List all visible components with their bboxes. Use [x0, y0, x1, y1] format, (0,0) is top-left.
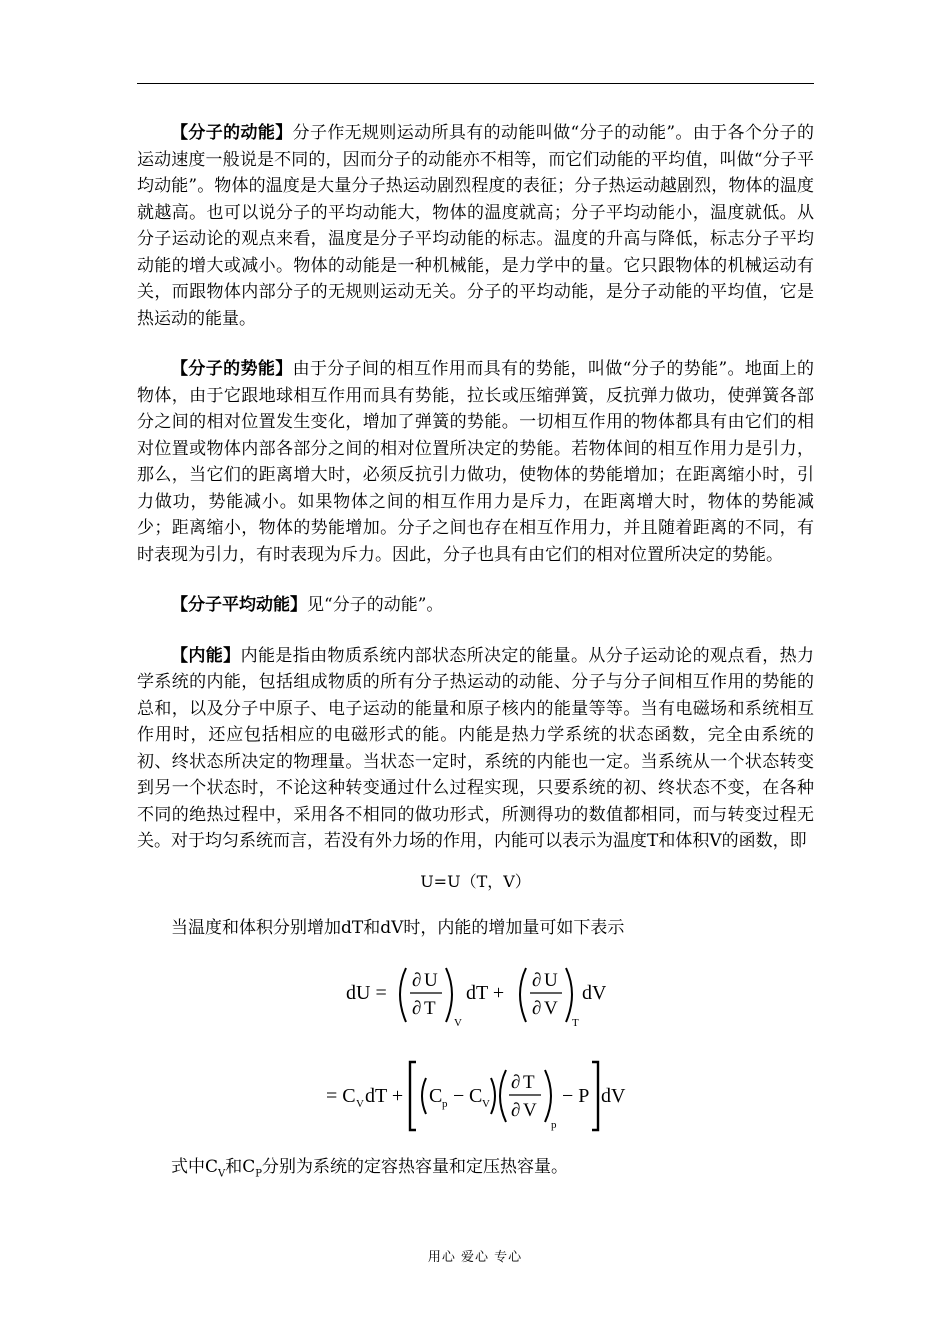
var-t: T: [522, 1071, 535, 1093]
page-footer: 用心 爱心 专心: [427, 1250, 523, 1265]
term-heading: 【分子平均动能】: [171, 595, 307, 615]
right-bracket: [592, 1062, 598, 1130]
equation-du: [137, 956, 814, 1036]
dv-term: dV: [600, 1084, 625, 1107]
paragraph-text: 内能是指由物质系统内部状态所决定的能量。从分子运动论的观点看，热力学系统的内能，包括组成物质的所有分子热运动的动能、分子与分子间相互作用的势能的总和，以及分子中原子、电子运动的能量和原子核内的能量等等。当有电磁场和系统相互作用时，还应包括相应的电磁形式的能。内能是热力学系统的状态函数，完全由系统的初、终状态所决定的物理量。当状态一定时，系统的内能也一定。当系统从一个状态转变到另一个状态时，不论这种转变通过什么过程实现，只要系统的初、终状态不变，在各种不同的绝热过程中，采用各不相同的做功形式，所测得功的数值都相同，而与转变过程无关。对于均匀系统而言，若没有外力场的作用，内能可以表示为温度T和体积V的函数，即: [137, 645, 815, 851]
equation-u-function: U=U（T，V）: [420, 871, 531, 891]
right-paren: [491, 1078, 495, 1114]
left-paren: [520, 968, 526, 1022]
text-and: 和: [225, 1156, 243, 1177]
symbol-cp: C: [242, 1156, 256, 1177]
partial-symbol: ∂: [531, 969, 541, 991]
minus-sign: −: [452, 1084, 464, 1107]
term-heading: 【分子的动能】: [171, 123, 293, 143]
left-paren: [400, 968, 406, 1022]
term-heading: 【分子的势能】: [171, 359, 293, 379]
eq-lhs: dU =: [345, 981, 387, 1004]
right-paren: [545, 1070, 551, 1122]
left-paren: [422, 1078, 426, 1114]
symbol-cv: C: [205, 1156, 219, 1177]
paragraph-text: 分子作无规则运动所具有的动能叫做“分子的动能”。由于各个分子的运动速度一般说是不同的，因而分子的动能亦不相等，而它们动能的平均值，叫做“分子平均动能”。物体的温度是大量分子热运动剧烈程度的表征；分子热运动越剧烈，物体的温度就越高。也可以说分子的平均动能大，物体的温度就高；分子平均动能小，温度就低。从分子运动论的观点来看，温度是分子平均动能的标志。温度的升高与降低，标志分子平均动能的增大或减小。物体的动能是一种机械能，是力学中的量。它只跟物体的机械运动有关，而跟物体内部分子的无规则运动无关。分子的平均动能，是分子动能的平均值，它是热运动的能量。: [137, 123, 814, 329]
paragraph-heat-capacity: [137, 1154, 814, 1188]
var-cv: C: [468, 1084, 482, 1107]
right-paren: [566, 968, 572, 1022]
subscript-p: p: [441, 1097, 447, 1110]
minus-p-term: − P: [561, 1084, 589, 1107]
left-paren: [500, 1070, 506, 1122]
subscript-v: V: [453, 1016, 462, 1029]
partial-symbol: ∂: [531, 997, 541, 1019]
text-prefix: 式中: [171, 1156, 205, 1177]
equation-du-expanded: [137, 1056, 814, 1136]
var-cp: C: [428, 1084, 442, 1107]
term-heading: 【内能】: [171, 645, 241, 666]
var-u: U: [543, 969, 558, 991]
header-rule: [137, 83, 814, 84]
page-content: [137, 120, 814, 1211]
subscript-t: T: [571, 1016, 579, 1029]
text-suffix: 分别为系统的定容热容量和定压热容量。: [262, 1156, 568, 1177]
subscript-v: V: [355, 1097, 364, 1110]
subscript-p: P: [255, 1167, 262, 1179]
paragraph-kinetic-energy: [137, 120, 814, 332]
dv-term: dV: [581, 981, 606, 1004]
dt-term: dT +: [364, 1084, 403, 1107]
var-v: V: [543, 997, 558, 1019]
partial-symbol: ∂: [510, 1071, 520, 1093]
left-bracket: [410, 1062, 416, 1130]
equation-du-expanded-svg: [326, 1056, 626, 1136]
subscript-v: V: [218, 1167, 226, 1179]
paragraph-potential-energy: [137, 356, 814, 568]
paragraph-text: 见“分子的动能”。: [307, 595, 444, 615]
var-t: T: [423, 997, 436, 1019]
paragraph-internal-energy: [137, 643, 814, 855]
var-v: V: [522, 1099, 537, 1121]
right-paren: [446, 968, 452, 1022]
equation-du-svg: [346, 956, 606, 1036]
subscript-v: V: [481, 1097, 490, 1110]
partial-symbol: ∂: [510, 1099, 520, 1121]
dt-term: dT +: [465, 981, 504, 1004]
var-u: U: [423, 969, 438, 991]
eq-rhs-cv: = C: [325, 1084, 356, 1107]
paragraph-text: 由于分子间的相互作用而具有的势能，叫做“分子的势能”。地面上的物体，由于它跟地球相互作用而具有势能，拉长或压缩弹簧，反抗弹力做功，使弹簧各部分之间的相对位置发生变化，增加了弹簧的势能。一切相互作用的物体都具有由它们的相对位置或物体内部各部分之间的相对位置所决定的势能。若物体间的相互作用力是引力，那么，当它们的距离增大时，必须反抗引力做功，使物体的势能增加；在距离缩小时，引力做功，势能减小。如果物体之间的相互作用力是斥力，在距离增大时，物体的势能减少；距离缩小，物体的势能增加。分子之间也存在相互作用力，并且随着距离的不同，有时表现为引力，有时表现为斥力。因此，分子也具有由它们的相对位置所决定的势能。: [137, 359, 814, 565]
partial-symbol: ∂: [411, 997, 421, 1019]
partial-symbol: ∂: [411, 969, 421, 991]
subscript-p: p: [550, 1118, 556, 1131]
paragraph-average-kinetic-energy: [137, 592, 814, 619]
paragraph-increment: 当温度和体积分别增加dT和dV时，内能的增加量可如下表示: [171, 918, 625, 938]
